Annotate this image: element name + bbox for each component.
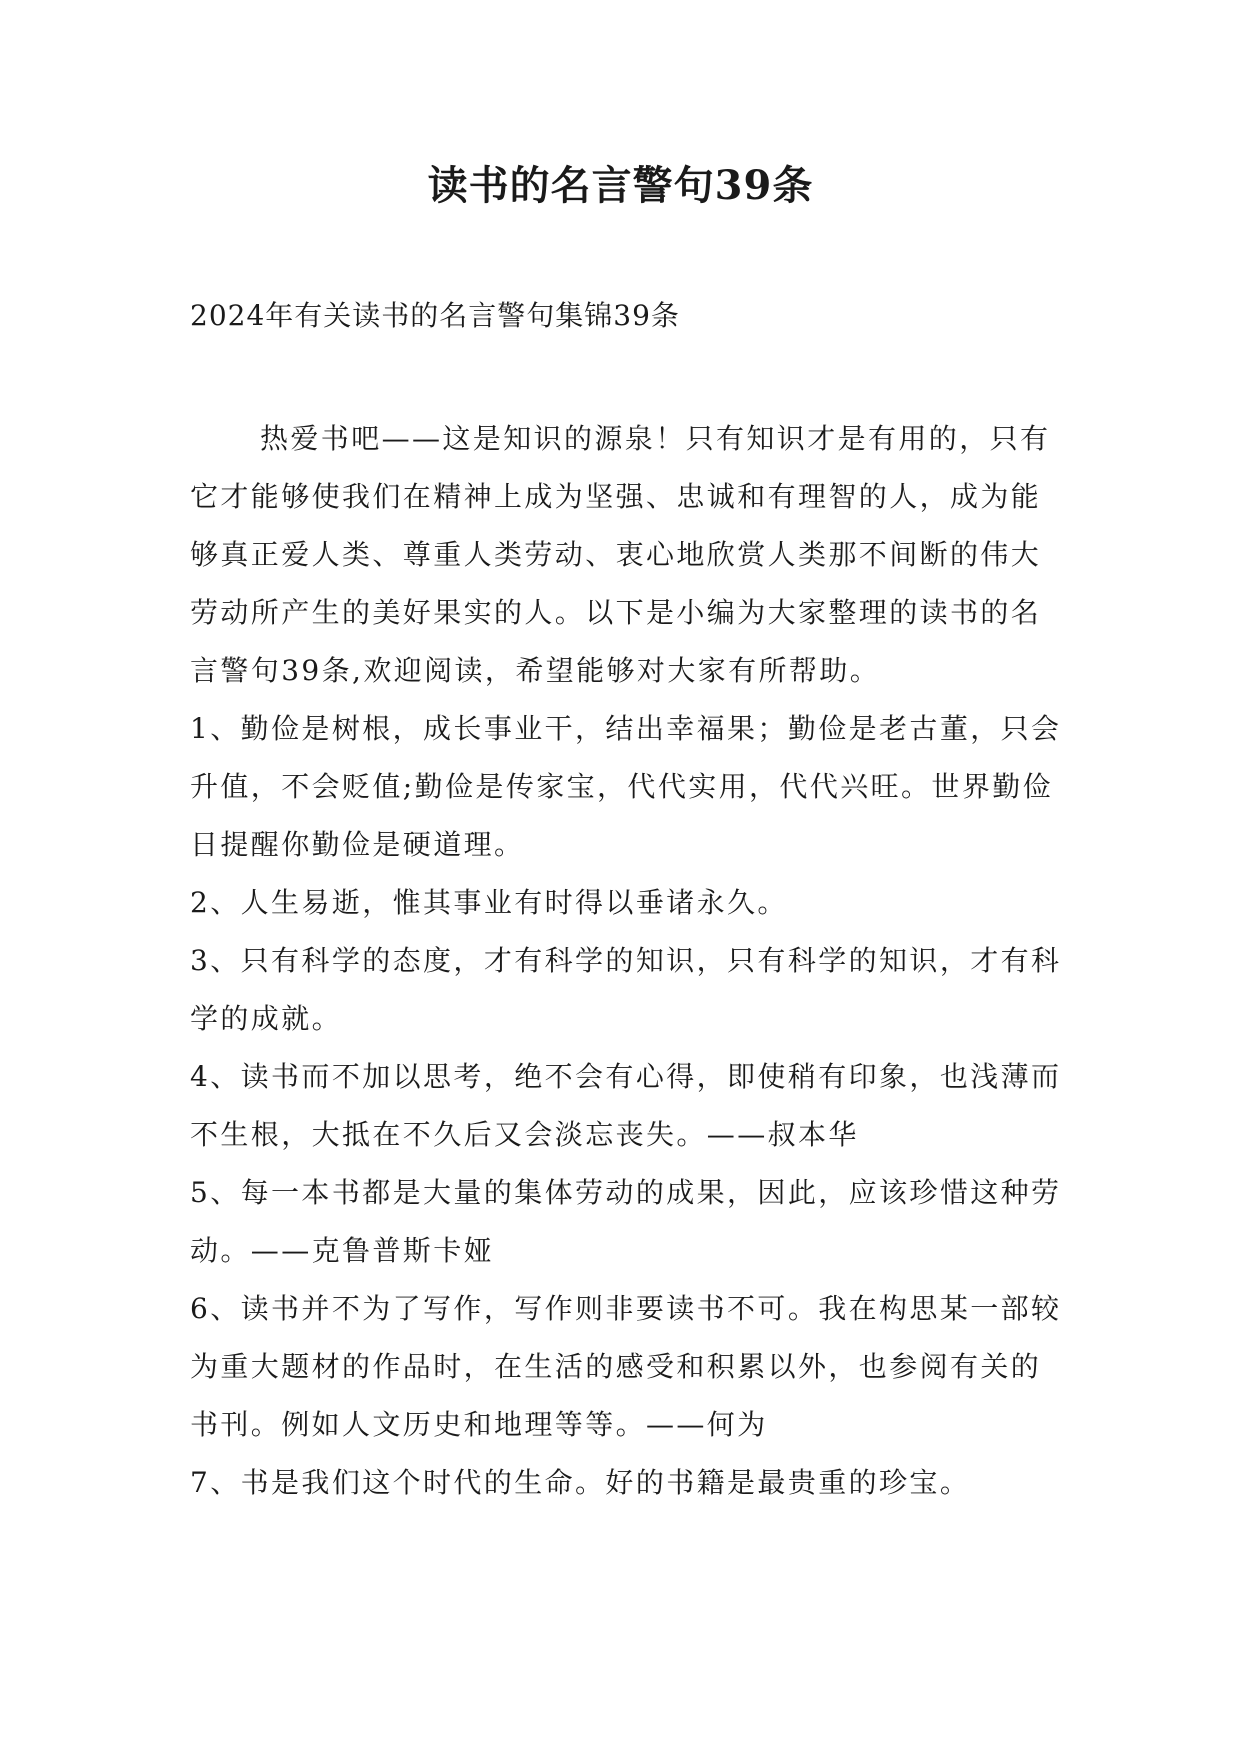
quote-item-1: 1、勤俭是树根，成长事业干，结出幸福果；勤俭是老古董，只会升值，不会贬值;勤俭是传家宝，代代实用，代代兴旺。世界勤俭日提醒你勤俭是硬道理。: [190, 712, 1062, 861]
quote-item-7: 7、书是我们这个时代的生命。好的书籍是最贵重的珍宝。: [190, 1466, 971, 1499]
intro-paragraph: 热爱书吧——这是知识的源泉！只有知识才是有用的，只有它才能够使我们在精神上成为坚强、忠诚和有理智的人，成为能够真正爱人类、尊重人类劳动、衷心地欣赏人类那不间断的伟大劳动所产生的美好果实的人。以下是小编为大家整理的读书的名言警句39条,欢迎阅读，希望能够对大家有所帮助。: [190, 422, 1051, 687]
quote-item-2: 2、人生易逝，惟其事业有时得以垂诸永久。: [190, 886, 788, 919]
page-title: 读书的名言警句39条: [427, 162, 814, 209]
document-body: [190, 410, 1070, 1512]
quote-item-5: 5、每一本书都是大量的集体劳动的成果，因此，应该珍惜这种劳动。——克鲁普斯卡娅: [190, 1176, 1062, 1267]
quote-item-4: 4、读书而不加以思考，绝不会有心得，即使稍有印象，也浅薄而不生根，大抵在不久后又会淡忘丧失。——叔本华: [190, 1060, 1062, 1151]
quote-item-6: 6、读书并不为了写作，写作则非要读书不可。我在构思某一部较为重大题材的作品时，在生活的感受和积累以外，也参阅有关的书刊。例如人文历史和地理等等。——何为: [190, 1292, 1062, 1441]
quote-item-3: 3、只有科学的态度，才有科学的知识，只有科学的知识，才有科学的成就。: [190, 944, 1062, 1035]
document-subtitle: 2024年有关读书的名言警句集锦39条: [190, 299, 680, 332]
